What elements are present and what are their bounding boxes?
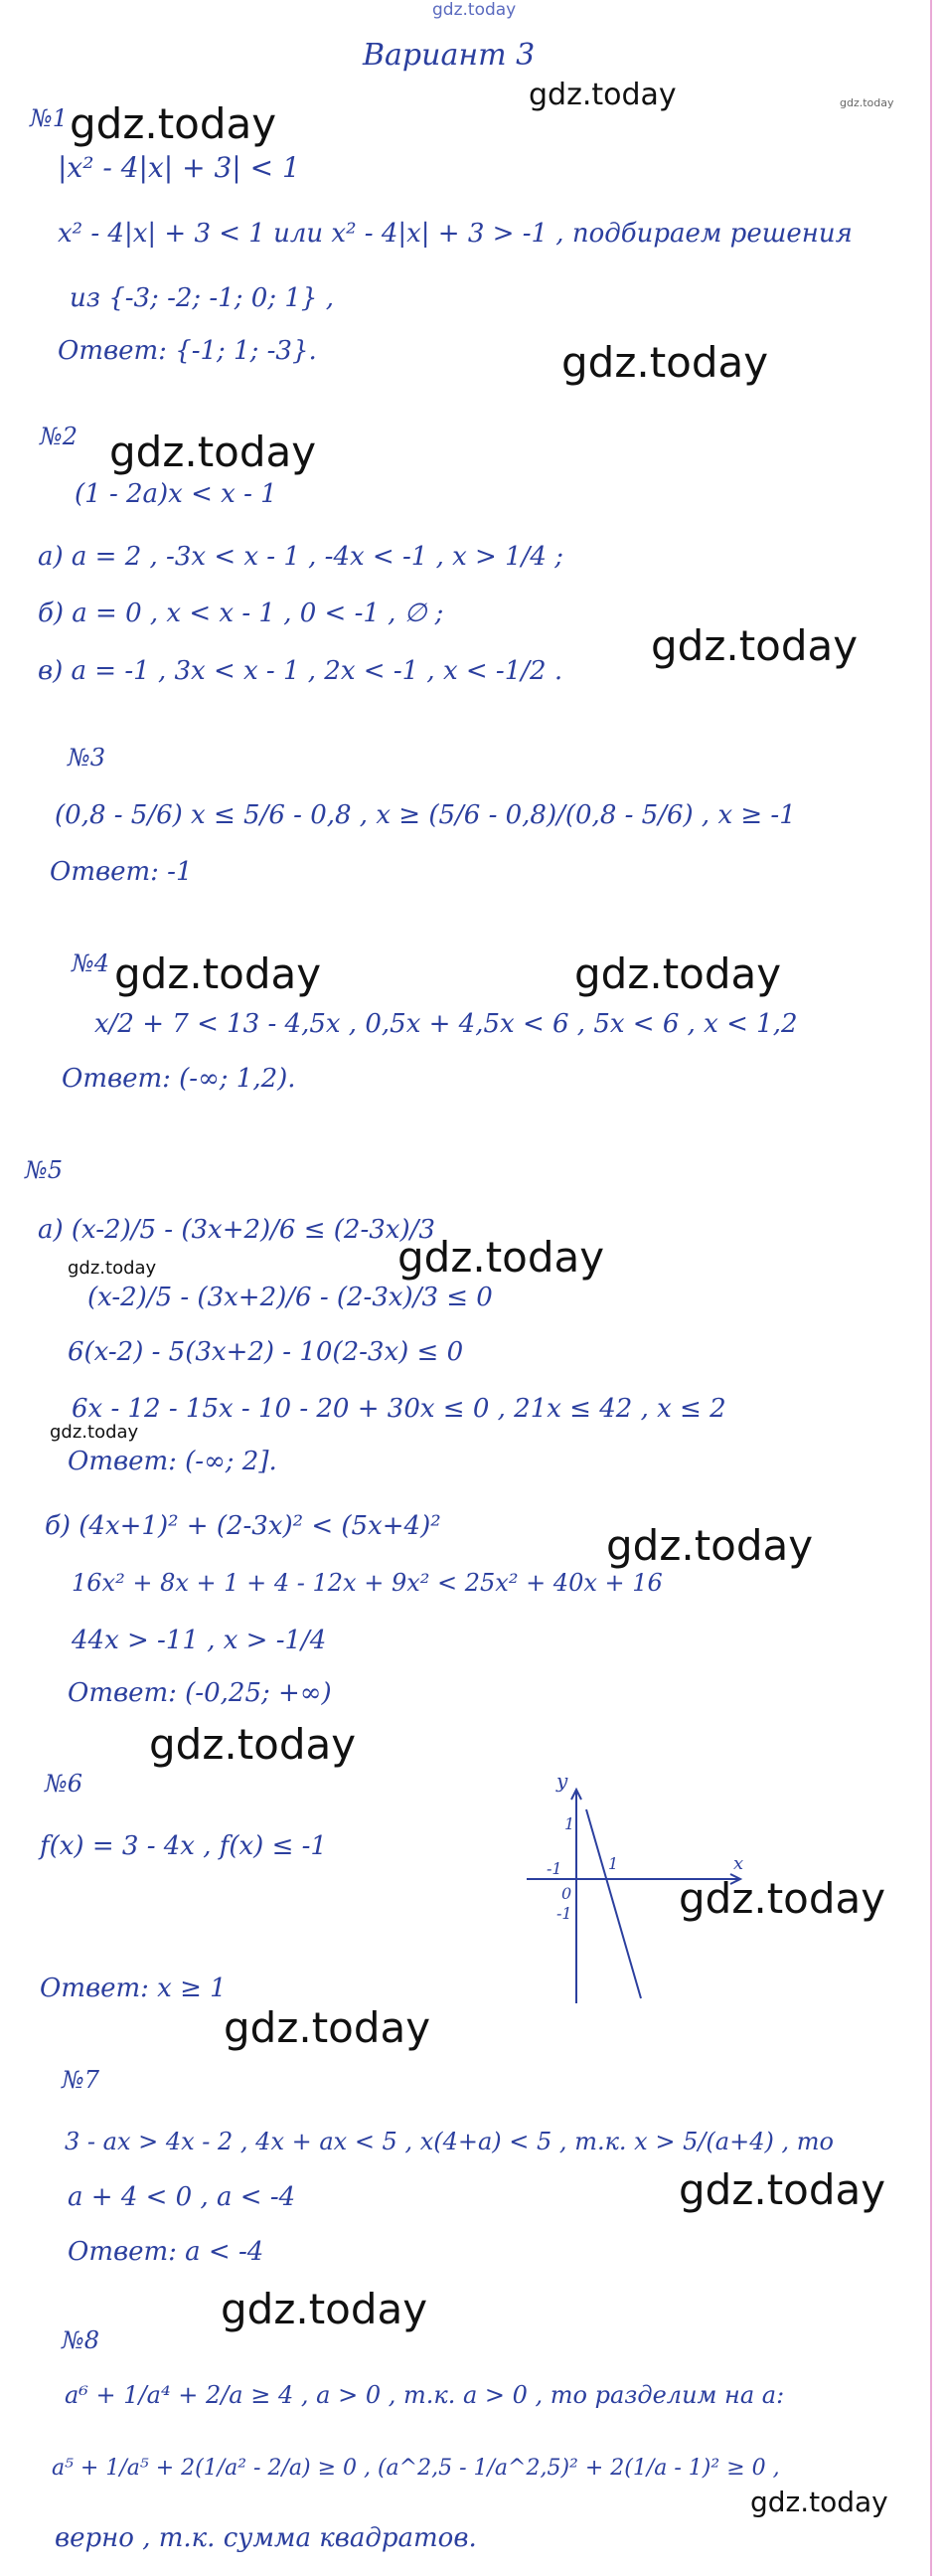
graph-function-line <box>586 1809 641 1998</box>
task5-b1: б) (4x+1)² + (2-3x)² < (5x+4)² <box>45 1511 441 1541</box>
task5-a2: (x-2)/5 - (3x+2)/6 - (2-3x)/3 ≤ 0 <box>87 1283 493 1312</box>
task5-number: №5 <box>25 1156 63 1184</box>
watermark: gdz.today <box>149 1720 357 1769</box>
watermark: gdz.today <box>397 1233 605 1282</box>
task1-answer: Ответ: {-1; 1; -3}. <box>58 336 317 366</box>
watermark: gdz.today <box>109 428 317 476</box>
task7-number: №7 <box>62 2066 99 2094</box>
task7-line2: a + 4 < 0 , a < -4 <box>68 2182 296 2212</box>
watermark: gdz.today <box>679 1874 886 1923</box>
graph-y-label: y <box>556 1770 568 1793</box>
watermark: gdz.today <box>679 2165 886 2214</box>
notebook-margin-line <box>930 0 932 2576</box>
watermark: gdz.today <box>750 2486 888 2518</box>
task5-a-answer: Ответ: (-∞; 2]. <box>68 1447 277 1476</box>
task5-b2: 16x² + 8x + 1 + 4 - 12x + 9x² < 25x² + 40x + 16 <box>72 1569 663 1597</box>
watermark: gdz.today <box>70 99 277 148</box>
task1-line1: |x² - 4|x| + 3| < 1 <box>58 151 300 184</box>
task1-line3: из {-3; -2; -1; 0; 1} , <box>70 283 334 313</box>
task6-answer: Ответ: x ≥ 1 <box>40 1974 227 2003</box>
graph-x-label: x <box>733 1853 744 1874</box>
task2-a: а) a = 2 , -3x < x - 1 , -4x < -1 , x > 1/4 ; <box>38 542 563 572</box>
task5-b3: 44x > -11 , x > -1/4 <box>72 1626 327 1655</box>
watermark: gdz.today <box>529 78 677 112</box>
task3-number: №3 <box>68 744 105 772</box>
task5-b-answer: Ответ: (-0,25; +∞) <box>68 1678 332 1708</box>
task2-c: в) a = -1 , 3x < x - 1 , 2x < -1 , x < -1/2 . <box>38 656 563 686</box>
task2-b: б) a = 0 , x < x - 1 , 0 < -1 , ∅ ; <box>38 599 444 628</box>
graph-tick-x-1: 1 <box>608 1854 619 1873</box>
task4-line1: x/2 + 7 < 13 - 4,5x , 0,5x + 4,5x < 6 , 5x < 6 , x < 1,2 <box>94 1009 798 1039</box>
watermark: gdz.today <box>561 338 769 387</box>
task5-a1: а) (x-2)/5 - (3x+2)/6 ≤ (2-3x)/3 <box>38 1215 435 1245</box>
task7-answer: Ответ: a < -4 <box>68 2237 264 2267</box>
task7-line1: 3 - ax > 4x - 2 , 4x + ax < 5 , x(4+a) < 5 , т.к. x > 5/(a+4) , то <box>65 2128 834 2155</box>
graph-tick-y-neg1: -1 <box>556 1904 572 1923</box>
task8-line3: верно , т.к. сумма квадратов. <box>55 2523 477 2553</box>
watermark: gdz.today <box>651 621 859 670</box>
task2-number: №2 <box>40 423 78 450</box>
task8-line1: a⁶ + 1/a⁴ + 2/a ≥ 4 , a > 0 , т.к. a > 0 , то разделим на a: <box>65 2381 785 2409</box>
task3-line1: (0,8 - 5/6) x ≤ 5/6 - 0,8 , x ≥ (5/6 - 0,8)/(0,8 - 5/6) , x ≥ -1 <box>55 800 796 830</box>
task8-line2: a⁵ + 1/a⁵ + 2(1/a² - 2/a) ≥ 0 , (a^2,5 - 1/a^2,5)² + 2(1/a - 1)² ≥ 0 , <box>52 2456 780 2481</box>
task4-number: №4 <box>72 949 109 977</box>
watermark: gdz.today <box>606 1521 814 1570</box>
watermark: gdz.today <box>224 2003 431 2052</box>
task5-a4: 6x - 12 - 15x - 10 - 20 + 30x ≤ 0 , 21x ≤ 42 , x ≤ 2 <box>72 1394 726 1424</box>
graph-tick-y-1: 1 <box>564 1814 575 1833</box>
task3-answer: Ответ: -1 <box>50 857 193 887</box>
watermark: gdz.today <box>114 949 322 998</box>
watermark: gdz.today <box>68 1258 157 1279</box>
watermark: gdz.today <box>50 1422 139 1443</box>
task2-line1: (1 - 2a)x < x - 1 <box>75 479 277 509</box>
watermark: gdz.today <box>840 96 894 109</box>
task4-answer: Ответ: (-∞; 1,2). <box>62 1064 296 1094</box>
watermark: gdz.today <box>221 2285 428 2333</box>
task5-a3: 6(x-2) - 5(3x+2) - 10(2-3x) ≤ 0 <box>68 1337 464 1367</box>
task1-line2: x² - 4|x| + 3 < 1 или x² - 4|x| + 3 > -1 , подбираем решения <box>58 219 853 249</box>
page-title: Вариант 3 <box>363 38 536 73</box>
task6-number: №6 <box>45 1770 82 1798</box>
graph-tick-x-neg1: -1 <box>547 1859 562 1878</box>
graph-origin: 0 <box>561 1884 572 1903</box>
top-watermark: gdz.today <box>432 0 517 20</box>
task1-number: №1 <box>30 104 68 132</box>
task6-line1: f(x) = 3 - 4x , f(x) ≤ -1 <box>40 1831 327 1861</box>
watermark: gdz.today <box>574 949 782 998</box>
task8-number: №8 <box>62 2326 99 2354</box>
